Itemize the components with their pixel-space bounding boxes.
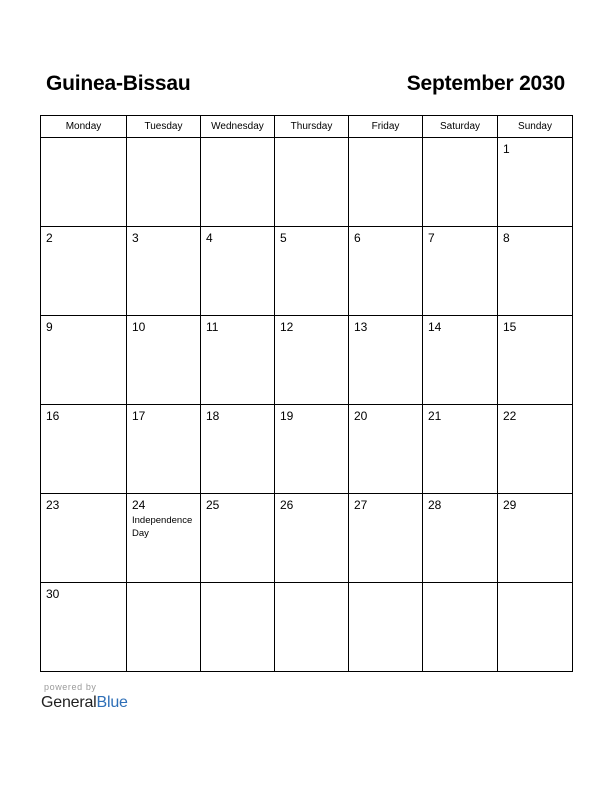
day-number: 6 — [354, 231, 361, 245]
day-cell — [498, 494, 573, 583]
weekday-header: Tuesday — [127, 116, 201, 138]
day-number: 19 — [280, 409, 294, 423]
powered-by-text: powered by — [44, 682, 97, 692]
day-cell — [423, 583, 498, 672]
day-number: 4 — [206, 231, 213, 245]
day-cell — [349, 494, 423, 583]
day-cell — [349, 138, 423, 227]
weekday-header: Wednesday — [201, 116, 275, 138]
day-cell — [127, 227, 201, 316]
day-cell — [498, 227, 573, 316]
day-number: 8 — [503, 231, 510, 245]
day-cell — [275, 405, 349, 494]
day-number: 25 — [206, 498, 220, 512]
day-number: 30 — [46, 587, 60, 601]
day-cell — [498, 138, 573, 227]
day-number: 14 — [428, 320, 442, 334]
logo-blue-text: Blue — [96, 694, 128, 711]
day-number: 5 — [280, 231, 287, 245]
day-number: 26 — [280, 498, 294, 512]
day-cell — [41, 138, 127, 227]
day-cell — [275, 227, 349, 316]
day-number: 9 — [46, 320, 53, 334]
day-number: 12 — [280, 320, 294, 334]
day-cell — [275, 138, 349, 227]
day-cell — [275, 583, 349, 672]
day-cell — [498, 316, 573, 405]
day-cell — [41, 583, 127, 672]
logo-general-text: General — [41, 694, 97, 711]
day-number: 10 — [132, 320, 146, 334]
day-number: 29 — [503, 498, 517, 512]
day-cell — [127, 316, 201, 405]
day-number: 3 — [132, 231, 139, 245]
week-row — [41, 316, 573, 405]
day-cell — [41, 316, 127, 405]
day-cell — [127, 583, 201, 672]
day-cell — [275, 316, 349, 405]
weekday-header: Sunday — [498, 116, 573, 138]
weekday-header: Saturday — [423, 116, 498, 138]
day-cell — [349, 405, 423, 494]
day-cell — [201, 494, 275, 583]
week-row — [41, 583, 573, 672]
day-number: 15 — [503, 320, 517, 334]
week-row — [41, 138, 573, 227]
day-number: 23 — [46, 498, 60, 512]
day-number: 27 — [354, 498, 368, 512]
day-cell — [201, 405, 275, 494]
calendar-grid — [40, 115, 573, 672]
weekday-header: Monday — [41, 116, 127, 138]
day-cell — [423, 227, 498, 316]
calendar-month-title: September 2030 — [406, 72, 565, 95]
day-number: 7 — [428, 231, 435, 245]
weekday-header: Thursday — [275, 116, 349, 138]
calendar-country-title: Guinea-Bissau — [46, 72, 191, 95]
day-number: 24 — [132, 498, 146, 512]
holiday-label: Independence Day — [132, 515, 193, 539]
day-cell — [349, 227, 423, 316]
day-number: 2 — [46, 231, 53, 245]
day-number: 16 — [46, 409, 60, 423]
day-cell — [423, 316, 498, 405]
day-number: 18 — [206, 409, 220, 423]
day-number: 1 — [503, 142, 510, 156]
day-number: 21 — [428, 409, 442, 423]
day-number: 13 — [354, 320, 368, 334]
day-cell — [349, 583, 423, 672]
day-cell — [127, 138, 201, 227]
day-cell — [41, 494, 127, 583]
day-cell — [423, 138, 498, 227]
week-row — [41, 227, 573, 316]
day-cell — [349, 316, 423, 405]
day-number: 11 — [206, 320, 219, 334]
day-cell — [201, 227, 275, 316]
day-cell — [498, 583, 573, 672]
day-number: 28 — [428, 498, 442, 512]
week-row — [41, 405, 573, 494]
day-cell — [423, 405, 498, 494]
day-cell — [41, 405, 127, 494]
day-cell — [127, 405, 201, 494]
day-cell — [423, 494, 498, 583]
day-cell — [201, 138, 275, 227]
day-cell — [127, 494, 201, 583]
weekday-header: Friday — [349, 116, 423, 138]
day-number: 17 — [132, 409, 146, 423]
weekday-header-row — [41, 116, 573, 138]
day-number: 22 — [503, 409, 517, 423]
day-cell — [498, 405, 573, 494]
day-cell — [275, 494, 349, 583]
day-number: 20 — [354, 409, 368, 423]
day-cell — [41, 227, 127, 316]
generalblue-logo[interactable] — [41, 694, 128, 712]
day-cell — [201, 316, 275, 405]
day-cell — [201, 583, 275, 672]
week-row — [41, 494, 573, 583]
